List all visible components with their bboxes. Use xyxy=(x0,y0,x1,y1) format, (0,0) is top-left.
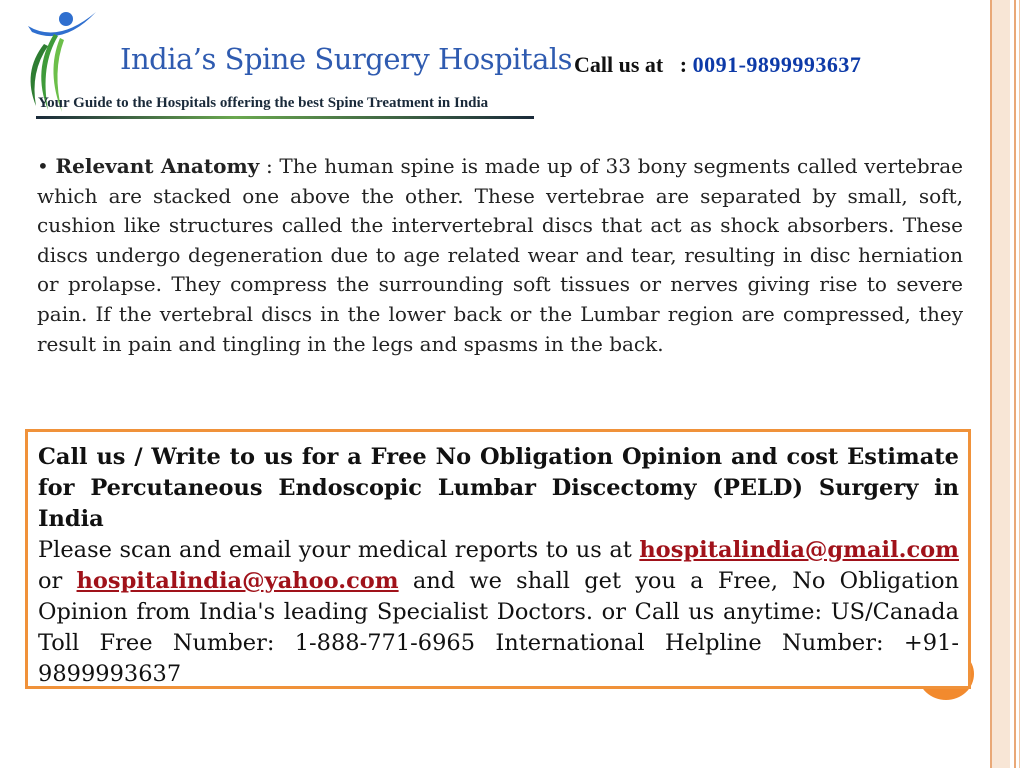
callout-text-or: or xyxy=(38,568,77,594)
call-us-separator: : xyxy=(679,52,688,77)
logo-title: India’s Spine Surgery Hospitals xyxy=(120,42,573,76)
logo-underline xyxy=(36,116,534,119)
site-logo[interactable] xyxy=(18,6,573,118)
call-us-line xyxy=(574,52,861,78)
right-decorative-band xyxy=(992,0,1010,768)
callout-text-pre: Please scan and email your medical reports to us at xyxy=(38,537,640,563)
call-us-label: Call us at xyxy=(574,52,664,77)
right-decorative-line xyxy=(1014,0,1016,768)
bullet: • xyxy=(37,154,49,178)
call-us-phone-link[interactable]: 0091-9899993637 xyxy=(692,52,862,77)
anatomy-heading: Relevant Anatomy xyxy=(55,154,260,178)
email-link-gmail[interactable]: hospitalindia@gmail.com xyxy=(639,537,959,563)
right-decorative-line xyxy=(1019,0,1020,768)
email-link-yahoo[interactable]: hospitalindia@yahoo.com xyxy=(76,568,399,594)
callout-text-post: and we shall get you a Free, No Obligation Opinion from India's leading Specialist Doctors. or Call us anytime: US/Canada Toll Free Number: 1-888-771-6965 International Helpline Number: +91-9899993637 xyxy=(38,568,959,687)
anatomy-text: : The human spine is made up of 33 bony segments called vertebrae which are stacked one above the other. These vertebrae are separated by small, soft, cushion like structures called the intervertebral discs that act as shock absorbers. These discs undergo degeneration due to age related wear and tear, resulting in disc herniation or prolapse. They compress the surrounding soft tissues or nerves giving rise to severe pain. If the vertebral discs in the lower back or the Lumbar region are compressed, they result in pain and tingling in the legs and spasms in the back. xyxy=(37,154,963,356)
anatomy-paragraph xyxy=(37,152,963,359)
callout-heading: Call us / Write to us for a Free No Obligation Opinion and cost Estimate for Percutaneous Endoscopic Lumbar Discectomy (PELD) Surgery in India xyxy=(38,444,959,532)
logo-tagline: Your Guide to the Hospitals offering the best Spine Treatment in India xyxy=(38,95,489,111)
callout-body xyxy=(38,535,959,690)
right-decorative-line xyxy=(990,0,992,768)
contact-callout-box xyxy=(25,429,971,689)
